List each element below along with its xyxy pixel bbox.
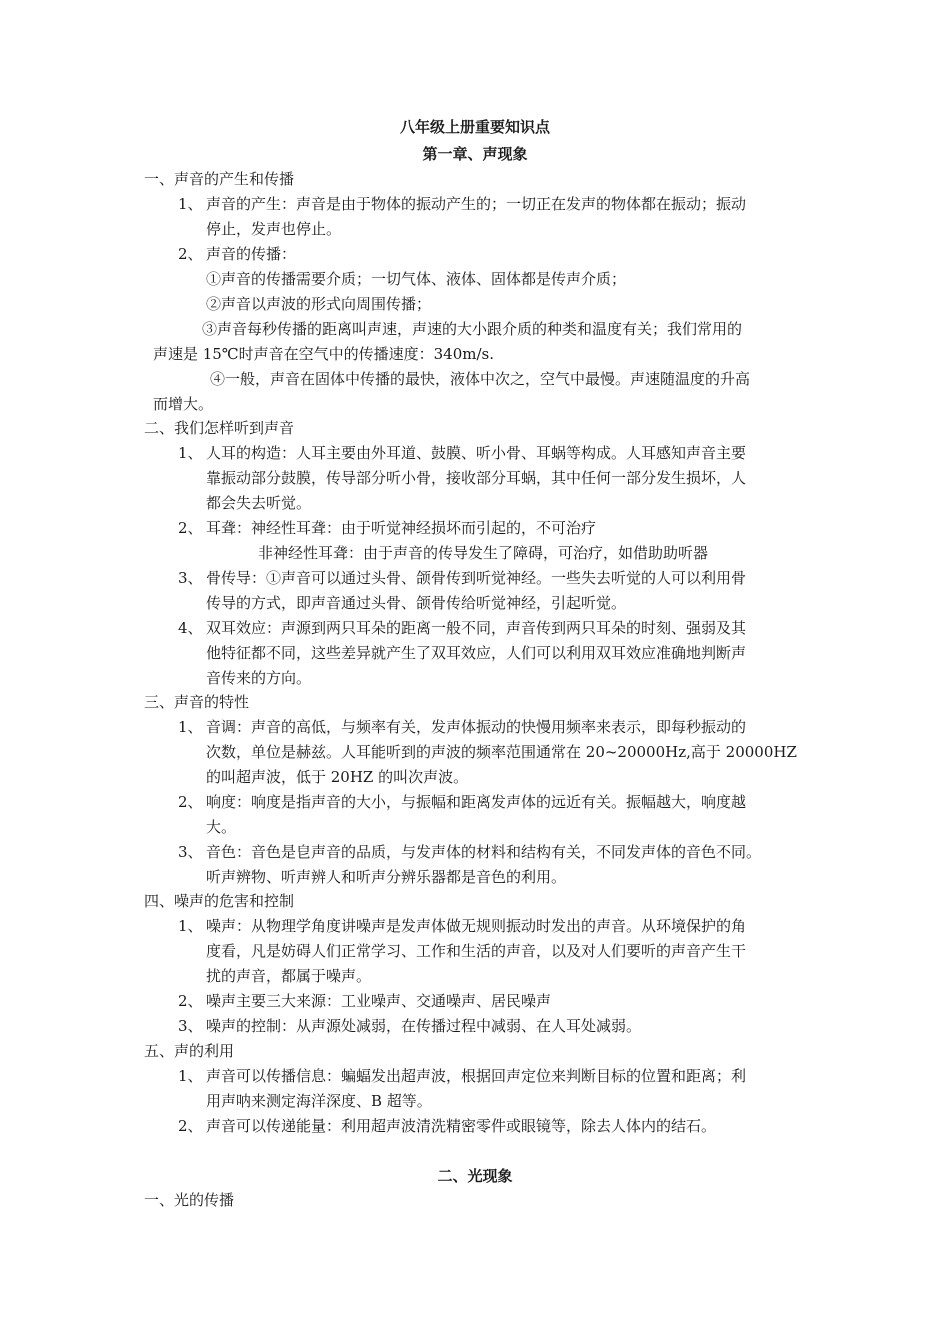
paragraph-line: 噪声主要三大来源：工业噪声、交通噪声、居民噪声 — [206, 992, 552, 1010]
chapter-title: 第一章、声现象 — [422, 145, 528, 163]
paragraph-line: 声音的传播： — [206, 245, 297, 263]
item-number: 3、 — [178, 569, 203, 587]
paragraph-line: 次数，单位是赫兹。人耳能听到的声波的频率范围通常在 20~20000Hz,高于 20000HZ — [206, 743, 797, 761]
chapter-title: 二、光现象 — [437, 1167, 513, 1185]
item-number: 2、 — [178, 245, 203, 263]
paragraph-line: 音调：声音的高低，与频率有关，发声体振动的快慢用频率来表示，即每秒振动的 — [206, 718, 747, 736]
document-title: 八年级上册重要知识点 — [399, 118, 550, 136]
paragraph-line: 耳聋：神经性耳聋：由于听觉神经损坏而引起的，不可治疗 — [206, 519, 597, 537]
paragraph-line: 停止，发声也停止。 — [206, 220, 342, 238]
paragraph-line: 声速是 15℃时声音在空气中的传播速度：340m/s. — [153, 345, 495, 363]
paragraph-line: 而增大。 — [153, 395, 214, 413]
paragraph-line: 双耳效应：声源到两只耳朵的距离一般不同，声音传到两只耳朵的时刻、强弱及其 — [206, 619, 747, 637]
paragraph-line: 靠振动部分鼓膜，传导部分听小骨，接收部分耳蜗，其中任何一部分发生损坏，人 — [206, 469, 747, 487]
item-number: 2、 — [178, 519, 203, 537]
section-heading: 三、声音的特性 — [144, 693, 250, 711]
paragraph-line: 扰的声音，都属于噪声。 — [206, 967, 372, 985]
paragraph-line: 声音可以传播信息：蝙蝠发出超声波，根据回声定位来判断目标的位置和距离；利 — [206, 1067, 747, 1085]
section-heading: 四、噪声的危害和控制 — [144, 892, 295, 910]
paragraph-line: 度看，凡是妨碍人们正常学习、工作和生活的声音，以及对人们要听的声音产生干 — [206, 942, 747, 960]
paragraph-line: 他特征都不同，这些差异就产生了双耳效应，人们可以利用双耳效应准确地判断声 — [206, 644, 747, 662]
item-number: 3、 — [178, 843, 203, 861]
paragraph-line: 用声呐来测定海洋深度、B 超等。 — [206, 1092, 432, 1110]
paragraph-line: 声音可以传递能量：利用超声波清洗精密零件或眼镜等，除去人体内的结石。 — [206, 1117, 717, 1135]
paragraph-line: 噪声：从物理学角度讲噪声是发声体做无规则振动时发出的声音。从环境保护的角 — [206, 917, 747, 935]
item-number: 4、 — [178, 619, 203, 637]
item-number: 3、 — [178, 1017, 203, 1035]
item-number: 2、 — [178, 992, 203, 1010]
paragraph-line: 非神经性耳聋：由于声音的传导发生了障碍，可治疗，如借助助听器 — [258, 544, 709, 562]
item-number: 1、 — [178, 195, 203, 213]
paragraph-line: 音色：音色是皀声音的品质，与发声体的材料和结构有关，不同发声体的音色不同。 — [206, 843, 762, 861]
paragraph-line: 的叫超声波，低于 20HZ 的叫次声波。 — [206, 768, 469, 786]
paragraph-line: 传导的方式，即声音通过头骨、颌骨传给听觉神经，引起听觉。 — [206, 594, 627, 612]
item-number: 2、 — [178, 793, 203, 811]
section-heading: 一、光的传播 — [144, 1191, 235, 1209]
item-number: 2、 — [178, 1117, 203, 1135]
item-number: 1、 — [178, 718, 203, 736]
section-heading: 一、声音的产生和传播 — [144, 170, 295, 188]
paragraph-line: 骨传导：①声音可以通过头骨、颌骨传到听觉神经。一些失去听觉的人可以利用骨 — [206, 569, 747, 587]
item-number: 1、 — [178, 1067, 203, 1085]
section-heading: 二、我们怎样听到声音 — [144, 419, 295, 437]
paragraph-line: ④一般，声音在固体中传播的最快，液体中次之，空气中最慢。声速随温度的升高 — [210, 370, 751, 388]
paragraph-line: ②声音以声波的形式向周围传播； — [206, 295, 432, 313]
paragraph-line: 响度：响度是指声音的大小，与振幅和距离发声体的远近有关。振幅越大，响度越 — [206, 793, 747, 811]
section-heading: 五、声的利用 — [144, 1042, 235, 1060]
paragraph-line: 听声辨物、听声辨人和听声分辨乐器都是音色的利用。 — [206, 868, 567, 886]
paragraph-line: 声音的产生：声音是由于物体的振动产生的；一切正在发声的物体都在振动；振动 — [206, 195, 747, 213]
paragraph-line: 噪声的控制：从声源处减弱，在传播过程中减弱、在人耳处减弱。 — [206, 1017, 642, 1035]
item-number: 1、 — [178, 917, 203, 935]
paragraph-line: 音传来的方向。 — [206, 669, 312, 687]
paragraph-line: 人耳的构造：人耳主要由外耳道、鼓膜、听小骨、耳蜗等构成。人耳感知声音主要 — [206, 444, 747, 462]
paragraph-line: 都会失去听觉。 — [206, 494, 312, 512]
paragraph-line: 大。 — [206, 818, 237, 836]
paragraph-line: ①声音的传播需要介质；一切气体、液体、固体都是传声介质； — [206, 270, 627, 288]
item-number: 1、 — [178, 444, 203, 462]
paragraph-line: ③声音每秒传播的距离叫声速，声速的大小跟介质的种类和温度有关；我们常用的 — [202, 320, 743, 338]
